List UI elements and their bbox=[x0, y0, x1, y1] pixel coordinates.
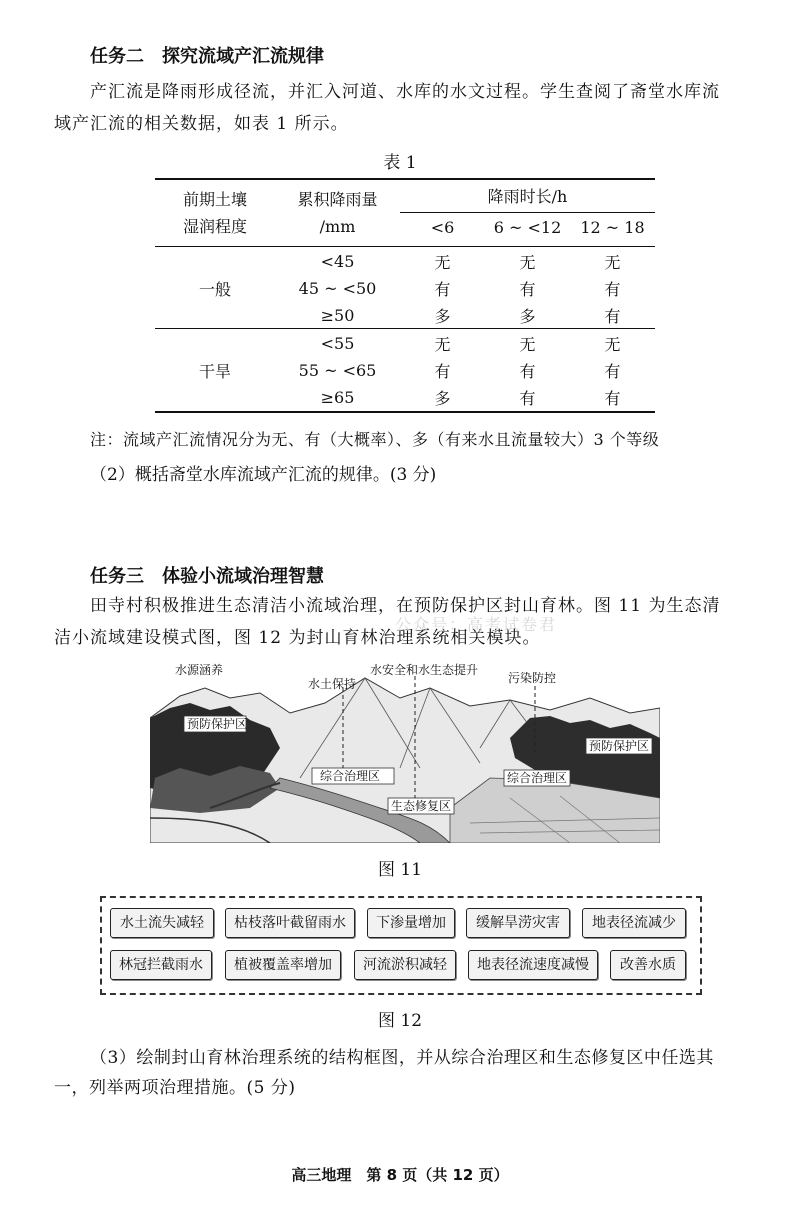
table-cell: 无 bbox=[519, 253, 536, 272]
table1-moisture-normal: 一般 bbox=[198, 280, 231, 299]
table-row bbox=[155, 330, 655, 357]
module-box: 地表径流减少 bbox=[582, 908, 686, 938]
table1-header-duration: 降雨时长/h bbox=[487, 187, 568, 206]
table-cell: 多 bbox=[434, 307, 451, 326]
table-cell: 45 ~ <50 bbox=[298, 279, 377, 298]
question-2: （2）概括斋堂水库流域产汇流的规律。(3 分) bbox=[90, 465, 437, 485]
module-box: 河流淤积减轻 bbox=[354, 950, 456, 980]
page-footer: 高三地理 第 8 页（共 12 页） bbox=[291, 1166, 509, 1184]
label-prevention-zone-left: 预防保护区 bbox=[187, 717, 248, 731]
table-cell: 有 bbox=[604, 307, 621, 326]
table1-moisture-dry: 干旱 bbox=[198, 362, 231, 381]
table1-col-lt6: <6 bbox=[430, 218, 455, 237]
label-water-source: 水源涵养 bbox=[175, 663, 224, 677]
table-cell: 有 bbox=[604, 280, 621, 299]
figure-11-caption: 图 11 bbox=[377, 860, 423, 880]
table1-header-rain-line2: /mm bbox=[319, 217, 356, 236]
table-row bbox=[155, 248, 655, 275]
table-cell: <45 bbox=[320, 252, 355, 271]
table-cell: 55 ~ <65 bbox=[298, 361, 377, 380]
table-cell: 有 bbox=[519, 389, 536, 408]
table1-note: 注：流域产汇流情况分为无、有（大概率）、多（有来水且流量较大）3 个等级 bbox=[90, 430, 660, 449]
module-box: 改善水质 bbox=[610, 950, 686, 980]
table-cell: ≥50 bbox=[320, 306, 355, 325]
label-eco-restoration-zone: 生态修复区 bbox=[391, 799, 452, 813]
table1 bbox=[155, 178, 655, 413]
task3-title: 任务三 体验小流域治理智慧 bbox=[90, 566, 324, 587]
landscape-illustration bbox=[150, 658, 660, 843]
watermark: 公众号：高考试卷君 bbox=[395, 615, 558, 634]
table-cell: 无 bbox=[604, 253, 621, 272]
table1-header-moisture-line2: 湿润程度 bbox=[182, 217, 247, 236]
module-box: 水土流失减轻 bbox=[110, 908, 214, 938]
label-integrated-zone-left: 综合治理区 bbox=[320, 769, 381, 783]
table1-header-rain-line1: 累积降雨量 bbox=[297, 190, 378, 209]
table1-col-12to18: 12 ~ 18 bbox=[580, 218, 645, 237]
label-pollution-control: 污染防控 bbox=[508, 671, 557, 685]
question-3-line2: 一，列举两项治理措施。(5 分) bbox=[54, 1078, 296, 1098]
label-water-safety: 水安全和水生态提升 bbox=[370, 663, 479, 677]
module-box: 枯枝落叶截留雨水 bbox=[225, 908, 355, 938]
table-cell: 有 bbox=[604, 362, 621, 381]
figure-11-landscape bbox=[150, 658, 660, 843]
table1-header-moisture-line1: 前期土壤 bbox=[182, 190, 247, 209]
task3-paragraph-line1: 田寺村积极推进生态清洁小流域治理，在预防保护区封山育林。图 11 为生态清 bbox=[90, 596, 721, 616]
label-integrated-zone-right: 综合治理区 bbox=[507, 771, 568, 785]
table-cell: 有 bbox=[434, 280, 451, 299]
table-cell: 多 bbox=[519, 307, 536, 326]
table-cell: 无 bbox=[604, 335, 621, 354]
task2-paragraph-line2: 域产汇流的相关数据，如表 1 所示。 bbox=[54, 114, 349, 134]
table-cell: <55 bbox=[320, 334, 355, 353]
module-box: 植被覆盖率增加 bbox=[225, 950, 341, 980]
table1-group-normal bbox=[155, 248, 655, 329]
module-box: 下渗量增加 bbox=[367, 908, 455, 938]
module-box: 缓解旱涝灾害 bbox=[466, 908, 570, 938]
label-prevention-zone-right: 预防保护区 bbox=[589, 739, 650, 753]
table-cell: 有 bbox=[604, 389, 621, 408]
table1-group-dry bbox=[155, 330, 655, 411]
table-cell: 无 bbox=[434, 335, 451, 354]
table-cell: 有 bbox=[434, 362, 451, 381]
task2-title: 任务二 探究流域产汇流规律 bbox=[90, 46, 324, 67]
table-cell: 多 bbox=[434, 389, 451, 408]
table1-caption: 表 1 bbox=[383, 153, 417, 173]
table-cell: 无 bbox=[434, 253, 451, 272]
task3-paragraph-line2: 洁小流域建设模式图，图 12 为封山育林治理系统相关模块。 bbox=[54, 628, 541, 648]
table-cell: 无 bbox=[519, 335, 536, 354]
table-cell: ≥65 bbox=[320, 388, 355, 407]
task2-paragraph-line1: 产汇流是降雨形成径流，并汇入河道、水库的水文过程。学生查阅了斋堂水库流 bbox=[90, 82, 720, 102]
question-3-line1: （3）绘制封山育林治理系统的结构框图，并从综合治理区和生态修复区中任选其 bbox=[90, 1048, 714, 1068]
table-cell: 有 bbox=[519, 362, 536, 381]
table1-col-6to12: 6 ~ <12 bbox=[493, 218, 562, 237]
figure-12-caption: 图 12 bbox=[377, 1011, 423, 1031]
module-box: 林冠拦截雨水 bbox=[110, 950, 212, 980]
table-cell: 有 bbox=[519, 280, 536, 299]
label-soil-conservation: 水土保持 bbox=[308, 677, 357, 691]
module-box: 地表径流速度减慢 bbox=[468, 950, 598, 980]
